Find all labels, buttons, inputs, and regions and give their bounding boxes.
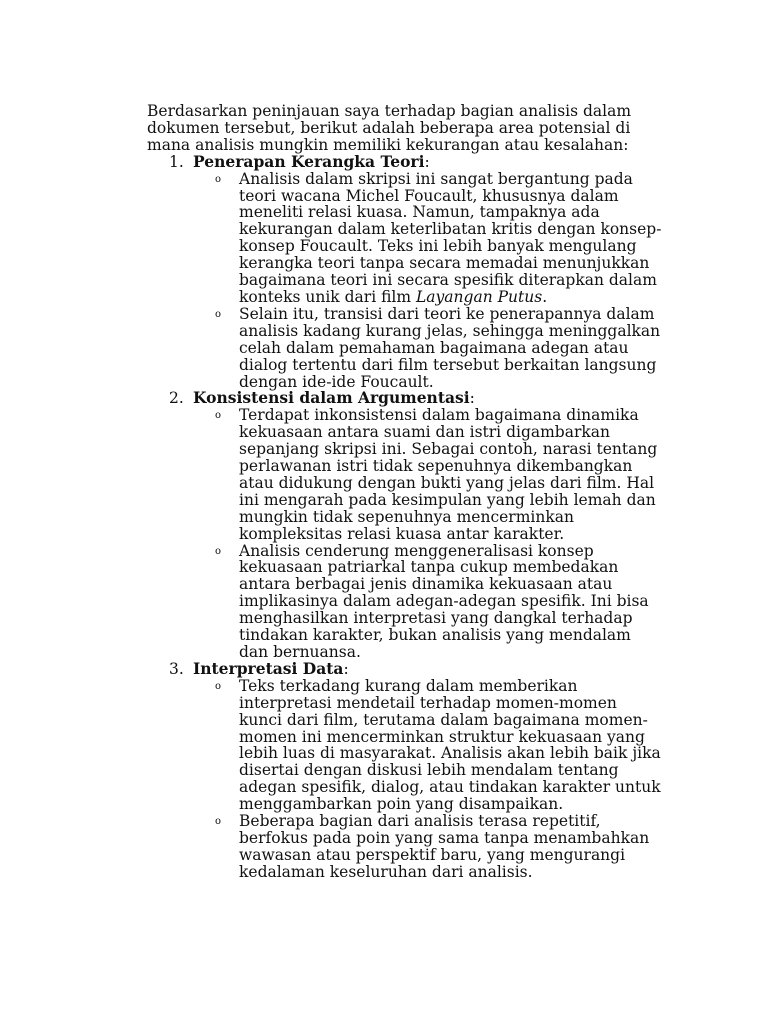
item-text: Analisis dalam skripsi ini sangat bergantung pada teori wacana Michel Foucault, khususnya dalam meneliti relasi kuasa. Namun, tampaknya ada kekurangan dalam keterlibatan kritis dengan konsep-konsep Foucault. Teks ini lebih banyak mengulang kerangka teori tanpa secara memadai menunjukkan bagaimana teori ini secara spesifik diterapkan dalam konteks unik dari film [239, 169, 662, 306]
section-title: Interpretasi Data [193, 658, 344, 678]
sub-list-item [193, 171, 662, 306]
bullet-marker: o [215, 308, 222, 320]
section-title: Konsistensi dalam Argumentasi [193, 388, 470, 408]
section-colon: : [424, 152, 430, 171]
bullet-marker: o [215, 816, 222, 828]
list-number: 2. [169, 389, 184, 408]
section-heading [193, 151, 662, 171]
section-colon: : [343, 659, 349, 678]
section-heading [193, 658, 662, 678]
numbered-list [147, 151, 662, 881]
section-title: Penerapan Kerangka Teori [193, 151, 425, 171]
section-colon: : [469, 389, 475, 408]
sub-list [193, 678, 662, 881]
bullet-marker: o [215, 680, 222, 692]
sub-list-item [193, 306, 662, 391]
film-title-italic: Layangan Putus [416, 287, 543, 306]
intro-paragraph: Berdasarkan peninjauan saya terhadap bagian analisis dalam dokumen tersebut, berikut adalah beberapa area potensial di mana analisis mungkin memiliki kekurangan atau kesalahan: [147, 102, 632, 154]
list-item-penerapan-kerangka-teori [147, 151, 662, 391]
item-text: Beberapa bagian dari analisis terasa repetitif, berfokus pada poin yang sama tanpa menambahkan wawasan atau perspektif baru, yang mengurangi kedalaman keseluruhan dari analisis. [239, 812, 650, 881]
list-item-interpretasi-data [147, 658, 662, 881]
sub-list [193, 407, 662, 661]
item-text: Teks terkadang kurang dalam memberikan interpretasi mendetail terhadap momen-momen kunci dari film, terutama dalam bagaimana momen-momen ini mencerminkan struktur kekuasaan yang lebih luas di masyarakat. Analisis akan lebih baik jika disertai dengan diskusi lebih mendalam tentang adegan spesifik, dialog, atau tindakan karakter untuk menggambarkan poin yang disampaikan. [239, 676, 661, 814]
item-text: Selain itu, transisi dari teori ke penerapannya dalam analisis kadang kurang jelas, sehingga meninggalkan celah dalam pemahaman bagaimana adegan atau dialog tertentu dari film tersebut berkaitan langsung dengan ide-ide Foucault. [239, 304, 661, 391]
section-heading [193, 390, 662, 407]
bullet-marker: o [215, 173, 222, 185]
list-item-konsistensi-dalam-argumentasi [147, 390, 662, 661]
bullet-marker: o [215, 410, 222, 422]
sub-list-item [193, 678, 662, 813]
document-page [147, 103, 662, 881]
sub-list-item [193, 813, 662, 881]
sub-list [193, 171, 662, 391]
sub-list-item [193, 543, 662, 661]
item-text: Terdapat inkonsistensi dalam bagaimana dinamika kekuasaan antara suami dan istri digambarkan sepanjang skripsi ini. Sebagai contoh, narasi tentang perlawanan istri tidak sepenuhnya dikembangkan atau didukung dengan bukti yang jelas dari film. Hal ini mengarah pada kesimpulan yang lebih lemah dan mungkin tidak sepenuhnya mencerminkan kompleksitas relasi kuasa antar karakter. [239, 406, 658, 543]
item-text-tail: . [542, 287, 548, 306]
bullet-marker: o [215, 545, 222, 557]
sub-list-item [193, 407, 662, 542]
item-text: Analisis cenderung menggeneralisasi konsep kekuasaan patriarkal tanpa cukup membedakan antara berbagai jenis dinamika kekuasaan atau implikasinya dalam adegan-adegan spesifik. Ini bisa menghasilkan interpretasi yang dangkal terhadap tindakan karakter, bukan analisis yang mendalam dan bernuansa. [239, 541, 649, 661]
list-number: 3. [169, 659, 184, 678]
list-number: 1. [169, 152, 184, 171]
